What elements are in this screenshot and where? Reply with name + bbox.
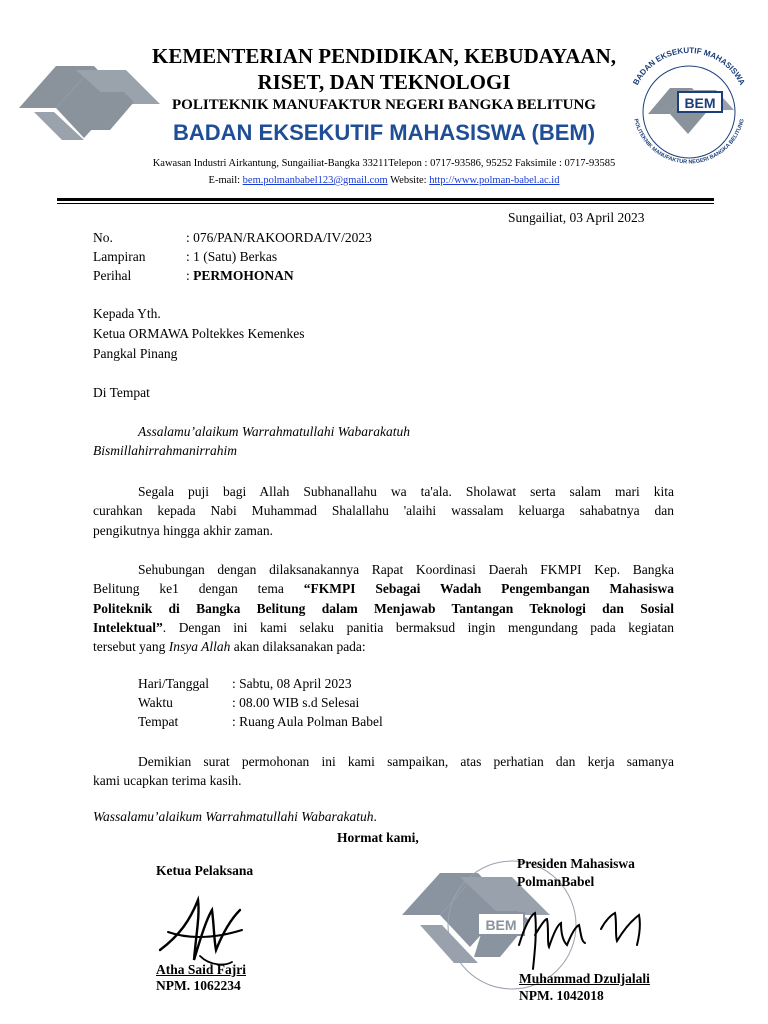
bem-logo-icon	[618, 40, 760, 172]
left-signatory-name: Atha Said Fajri	[156, 962, 247, 977]
paragraph-2-line1: Sehubungan dengan dilaksanakannya Rapat Koordinasi Daerah FKMPI Kep. Bangka	[138, 562, 674, 577]
paragraph-1	[93, 482, 674, 540]
letterhead-divider-thin	[57, 203, 714, 204]
paragraph-1-line1: Segala puji bagi Allah Subhanallahu wa ta'ala. Sholawat serta salam mari kita	[138, 484, 674, 499]
regards: Hormat kami,	[337, 830, 419, 845]
subject-text: PERMOHONAN	[193, 268, 294, 283]
left-signatory-id: NPM. 1062234	[156, 978, 241, 993]
opening-greeting: Assalamu’alaikum Warrahmatullahi Wabarakatuh	[138, 424, 411, 439]
subject-colon: :	[186, 268, 194, 283]
stamp-text: BEM	[485, 917, 517, 933]
recipient-line2: Ketua ORMAWA Poltekkes Kemenkes	[93, 326, 305, 341]
ministry-title-line2: RISET, DAN TEKNOLOGI	[257, 70, 511, 94]
basmala: Bismillahirrahmanirrahim	[93, 443, 238, 458]
logo-ring-bottom-text: POLITEKNIK MANUFAKTUR NEGERI BANGKA BELITUNG	[632, 118, 746, 166]
paragraph-2-line5-rest: akan dilaksanakan pada:	[230, 639, 366, 655]
right-signatory-id: NPM. 1042018	[519, 988, 604, 1003]
event-value-date: : Sabtu, 08 April 2023	[232, 676, 352, 691]
theme-part3: Intelektual”	[93, 619, 163, 635]
website-label: Website:	[390, 175, 427, 186]
bem-logo-text: BEM	[684, 95, 716, 111]
paragraph-2-line2-text: Belitung ke1 dengan tema	[93, 581, 304, 597]
right-signatory-name: Muhammad Dzuljalali	[519, 971, 650, 986]
paragraph-1-line2: curahkan kepada Nabi Muhammad Shalallahu 'alaihi wassalam keluarga sahabatnya dan	[93, 503, 674, 519]
closing-greeting-text: Wassalamu’alaikum Warrahmatullahi Wabarakatuh	[93, 809, 374, 824]
paragraph-2-line2	[93, 579, 674, 598]
closing-dot: .	[373, 809, 377, 824]
left-signatory-title: Ketua Pelaksana	[156, 863, 254, 878]
address-line: Kawasan Industri Airkantung, Sungailiat-Bangka 33211Telepon : 0717-93586, 95252 Faksimile : 0717-93585	[152, 158, 616, 169]
website-link[interactable]: http://www.polman-babel.ac.id	[429, 175, 560, 186]
event-value-place: : Ruang Aula Polman Babel	[232, 714, 383, 729]
event-value-time: : 08.00 WIB s.d Selesai	[232, 695, 360, 710]
meta-label-subject: Perihal	[93, 268, 132, 283]
closing-greeting	[93, 809, 377, 825]
contact-line	[0, 175, 768, 186]
meta-value-attachment: : 1 (Satu) Berkas	[186, 249, 278, 264]
event-label-date: Hari/Tanggal	[138, 676, 210, 691]
paragraph-3-line1: Demikian surat permohonan ini kami sampaikan, atas perhatian dan kerja samanya	[138, 754, 674, 769]
paragraph-2-line4	[93, 618, 674, 637]
right-signatory-title-line1: Presiden Mahasiswa	[517, 856, 635, 871]
event-label-place: Tempat	[138, 714, 179, 729]
signature-left-icon	[140, 880, 270, 975]
meta-label-attachment: Lampiran	[93, 249, 146, 264]
email-link[interactable]: bem.polmanbabel123@gmail.com	[242, 175, 388, 186]
meta-value-number: : 076/PAN/RAKOORDA/IV/2023	[186, 230, 372, 245]
insya-allah: Insya Allah	[168, 639, 231, 655]
meta-label-number: No.	[93, 230, 113, 245]
place-date: Sungailiat, 03 April 2023	[508, 210, 645, 225]
ministry-title-line1: KEMENTERIAN PENDIDIKAN, KEBUDAYAAN,	[151, 44, 616, 68]
institution-name: POLITEKNIK MANUFAKTUR NEGERI BANGKA BELITUNG	[172, 97, 596, 113]
paragraph-1-line3: pengikutnya hingga akhir zaman.	[93, 522, 273, 538]
recipient-line1: Kepada Yth.	[93, 306, 161, 321]
paragraph-2-line5-text: tersebut yang	[93, 639, 169, 655]
paragraph-2-line5	[93, 637, 674, 656]
recipient-place: Di Tempat	[93, 385, 150, 400]
paragraph-2-line4-text: . Dengan ini kami selaku panitia bermaksud ingin mengundang pada kegiatan	[162, 619, 674, 635]
organization-name: BADAN EKSEKUTIF MAHASISWA (BEM)	[172, 120, 596, 145]
email-label: E-mail:	[208, 175, 241, 186]
paragraph-3	[93, 752, 674, 791]
logo-ring-top-text: BADAN EKSEKUTIF MAHASISWA	[631, 45, 747, 87]
theme-part2: Politeknik di Bangka Belitung dalam Menjawab Tantangan Teknologi dan Sosial	[93, 600, 674, 616]
event-label-time: Waktu	[138, 695, 173, 710]
paragraph-2	[93, 560, 674, 656]
right-signatory-title-line2: PolmanBabel	[517, 874, 595, 889]
theme-part1: “FKMPI Sebagai Wadah Pengembangan Mahasiswa	[303, 581, 674, 597]
paragraph-3-line2: kami ucapkan terima kasih.	[93, 773, 242, 789]
letterhead-divider-thick	[57, 198, 714, 201]
recipient-line3: Pangkal Pinang	[93, 346, 178, 361]
meta-value-subject	[186, 268, 294, 284]
